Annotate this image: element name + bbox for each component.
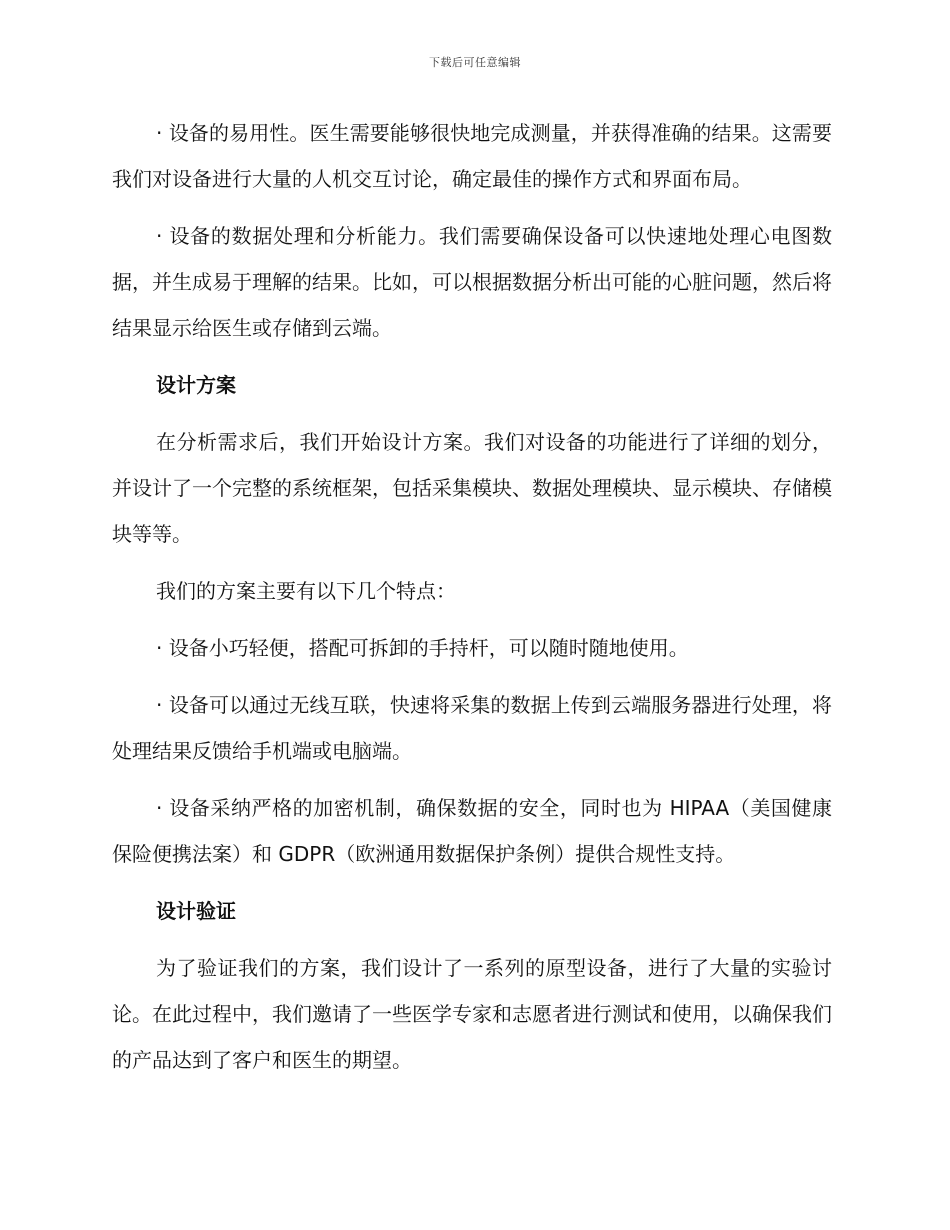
paragraph-data-processing: · 设备的数据处理和分析能力。我们需要确保设备可以快速地处理心电图数据，并生成易于理解的结果。比如，可以根据数据分析出可能的心脏问题，然后将结果显示给医生或存储到云端。 <box>112 224 832 340</box>
document-body <box>112 110 832 1094</box>
paragraph-feature-portable: · 设备小巧轻便，搭配可拆卸的手持杆，可以随时随地使用。 <box>156 636 689 660</box>
section-heading-design-verification: 设计验证 <box>156 899 236 923</box>
page-header: 下载后可任意编辑 <box>429 56 521 69</box>
paragraph-design-plan: 在分析需求后，我们开始设计方案。我们对设备的功能进行了详细的划分，并设计了一个完整的系统框架，包括采集模块、数据处理模块、显示模块、存储模块等等。 <box>112 430 832 546</box>
paragraph-design-verification: 为了验证我们的方案，我们设计了一系列的原型设备，进行了大量的实验讨论。在此过程中，我们邀请了一些医学专家和志愿者进行测试和使用，以确保我们的产品达到了客户和医生的期望。 <box>112 956 832 1072</box>
paragraph-features-intro: 我们的方案主要有以下几个特点： <box>156 579 456 603</box>
paragraph-feature-wireless: · 设备可以通过无线互联，快速将采集的数据上传到云端服务器进行处理，将处理结果反馈给手机端或电脑端。 <box>112 693 832 763</box>
section-heading-design-plan: 设计方案 <box>156 373 236 397</box>
paragraph-feature-encryption: · 设备采纳严格的加密机制，确保数据的安全，同时也为 HIPAA（美国健康保险便携法案）和 GDPR（欧洲通用数据保护条例）提供合规性支持。 <box>112 796 832 866</box>
paragraph-usability: · 设备的易用性。医生需要能够很快地完成测量，并获得准确的结果。这需要我们对设备进行大量的人机交互讨论，确定最佳的操作方式和界面布局。 <box>112 121 832 191</box>
